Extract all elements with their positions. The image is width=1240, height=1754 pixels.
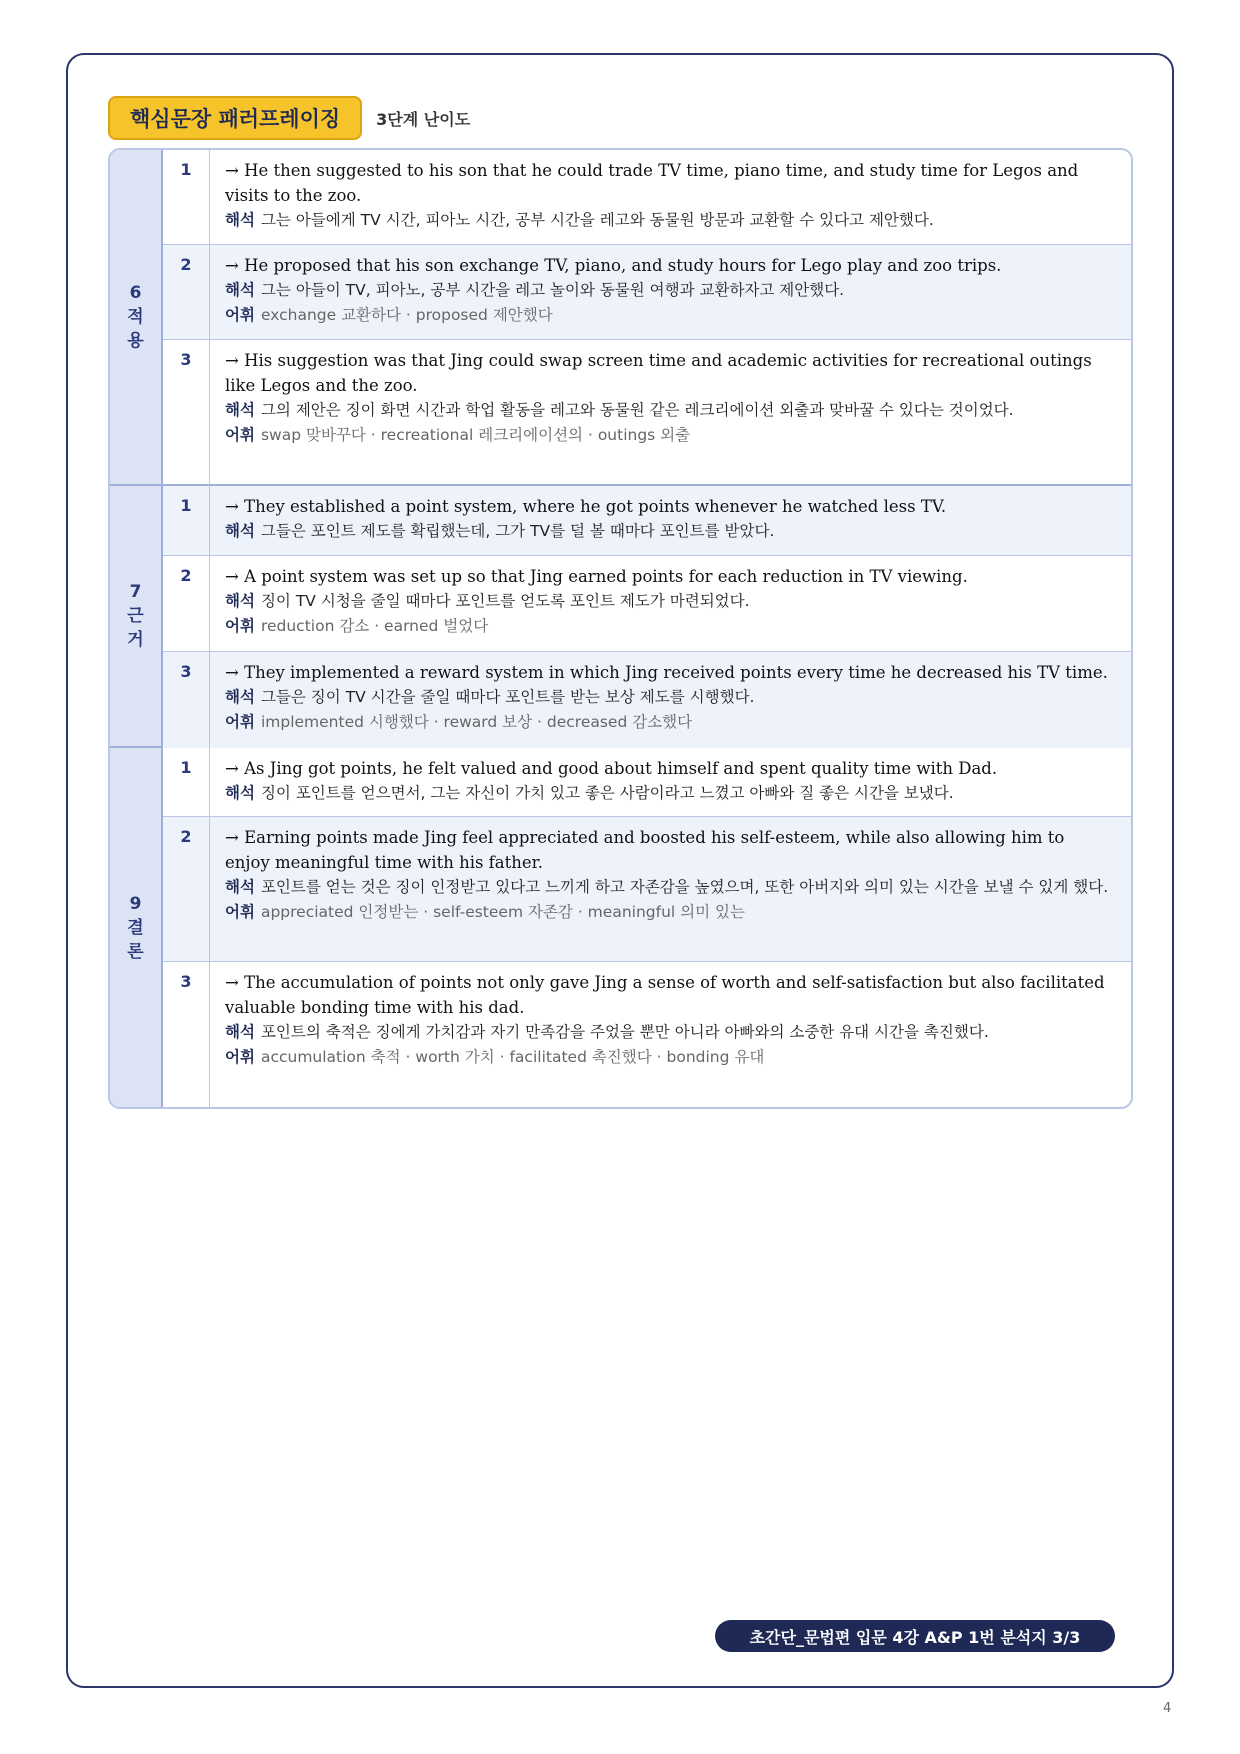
row-number: 3: [163, 962, 210, 1107]
group-number: 7: [129, 582, 142, 602]
vocab-line: [225, 614, 1113, 639]
table-row: [163, 748, 1131, 817]
group-number: 6: [129, 283, 142, 303]
translation-text: 징이 TV 시청을 줄일 때마다 포인트를 얻도록 포인트 제도가 마련되었다.: [260, 592, 750, 610]
group-char: 거: [127, 630, 144, 650]
vocab-tag: 어휘: [225, 306, 255, 324]
vocab-tag: 어휘: [225, 903, 255, 921]
vocab-line: [225, 303, 1113, 328]
group-label: [110, 748, 163, 1107]
translation-text: 그의 제안은 징이 화면 시간과 학업 활동을 레고와 동물원 같은 레크리에이션 외출과 맞바꿀 수 있다는 것이었다.: [260, 401, 1014, 419]
english-sentence: → Earning points made Jing feel appreciated and boosted his self-esteem, while also allowing him to enjoy meaningful time with his father.: [225, 828, 1065, 872]
translation-tag: 해석: [225, 401, 255, 419]
translation-line: [225, 519, 1113, 544]
translation-tag: 해석: [225, 688, 255, 706]
footer-badge: 초간단_문법편 입문 4강 A&P 1번 분석지 3/3: [715, 1620, 1115, 1652]
translation-line: [225, 278, 1113, 303]
translation-text: 그는 아들이 TV, 피아노, 공부 시간을 레고 놀이와 동물원 여행과 교환하자고 제안했다.: [260, 281, 845, 299]
group-char: 결: [127, 917, 144, 938]
group-char: 용: [127, 331, 144, 351]
vocab-line: [225, 900, 1113, 925]
row-number: 1: [163, 748, 210, 816]
vocab-text: swap 맞바꾸다 · recreational 레크리에이션의 · outings 외출: [260, 426, 691, 444]
row-number: 2: [163, 817, 210, 961]
translation-line: [225, 685, 1113, 710]
translation-line: [225, 1020, 1113, 1045]
translation-tag: 해석: [225, 784, 255, 802]
translation-text: 포인트를 얻는 것은 징이 인정받고 있다고 느끼게 하고 자존감을 높였으며, 또한 아버지와 의미 있는 시간을 보낼 수 있게 했다.: [260, 878, 1109, 896]
row-number: 1: [163, 486, 210, 555]
english-sentence: → He proposed that his son exchange TV, piano, and study hours for Lego play and zoo trips.: [225, 256, 1002, 275]
english-sentence: → They established a point system, where he got points whenever he watched less TV.: [225, 497, 947, 516]
group-label: [110, 486, 163, 746]
translation-tag: 해석: [225, 281, 255, 299]
vocab-tag: 어휘: [225, 713, 255, 731]
english-sentence: → A point system was set up so that Jing earned points for each reduction in TV viewing.: [225, 567, 968, 586]
vocab-line: [225, 423, 1113, 448]
translation-line: [225, 208, 1113, 233]
row-number: 2: [163, 556, 210, 651]
vocab-text: accumulation 축적 · worth 가치 · facilitated 촉진했다 · bonding 유대: [260, 1048, 765, 1066]
vocab-text: exchange 교환하다 · proposed 제안했다: [260, 306, 553, 324]
translation-line: [225, 589, 1113, 614]
vocab-tag: 어휘: [225, 426, 255, 444]
english-sentence: → His suggestion was that Jing could swap screen time and academic activities for recreational outings like Legos and the zoo.: [225, 351, 1092, 395]
translation-tag: 해석: [225, 592, 255, 610]
group-conclusion: [110, 748, 1131, 1107]
translation-tag: 해석: [225, 1023, 255, 1041]
table-row: [163, 340, 1131, 486]
vocab-tag: 어휘: [225, 1048, 255, 1066]
table-row: [163, 652, 1131, 748]
table-row: [163, 817, 1131, 962]
group-label: [110, 150, 163, 484]
section-title-badge: 핵심문장 패러프레이징: [108, 96, 362, 140]
row-number: 2: [163, 245, 210, 339]
translation-text: 그들은 포인트 제도를 확립했는데, 그가 TV를 덜 볼 때마다 포인트를 받았다.: [260, 522, 775, 540]
row-number: 3: [163, 652, 210, 748]
vocab-line: [225, 710, 1113, 735]
translation-line: [225, 398, 1113, 423]
english-sentence: → He then suggested to his son that he could trade TV time, piano time, and study time for Legos and visits to the zoo.: [225, 161, 1079, 205]
translation-text: 포인트의 축적은 징에게 가치감과 자기 만족감을 주었을 뿐만 아니라 아빠와의 소중한 유대 시간을 촉진했다.: [260, 1023, 989, 1041]
group-number: 9: [129, 893, 142, 914]
vocab-text: implemented 시행했다 · reward 보상 · decreased 감소했다: [260, 713, 693, 731]
english-sentence: → The accumulation of points not only gave Jing a sense of worth and self-satisfaction but also facilitated valuable bonding time with his dad.: [225, 973, 1105, 1017]
section-header: [108, 96, 470, 140]
table-row: [163, 962, 1131, 1107]
vocab-text: appreciated 인정받는 · self-esteem 자존감 · meaningful 의미 있는: [260, 903, 745, 921]
translation-line: [225, 875, 1113, 900]
vocab-line: [225, 1045, 1113, 1070]
table-row: [163, 150, 1131, 245]
difficulty-label: 3단계 난이도: [376, 109, 471, 129]
table-row: [163, 486, 1131, 556]
group-char: 적: [127, 307, 144, 327]
group-evidence: [110, 486, 1131, 748]
row-number: 1: [163, 150, 210, 244]
translation-line: [225, 781, 1113, 806]
table-row: [163, 245, 1131, 340]
english-sentence: → They implemented a reward system in which Jing received points every time he decreased his TV time.: [225, 663, 1108, 682]
translation-tag: 해석: [225, 878, 255, 896]
translation-text: 그는 아들에게 TV 시간, 피아노 시간, 공부 시간을 레고와 동물원 방문과 교환할 수 있다고 제안했다.: [260, 211, 934, 229]
table-row: [163, 556, 1131, 652]
paraphrase-table: [108, 148, 1133, 1109]
page-number: 4: [1163, 1701, 1172, 1716]
vocab-tag: 어휘: [225, 617, 255, 635]
group-char: 근: [127, 606, 144, 626]
vocab-text: reduction 감소 · earned 벌었다: [260, 617, 489, 635]
row-number: 3: [163, 340, 210, 486]
translation-text: 징이 포인트를 얻으면서, 그는 자신이 가치 있고 좋은 사람이라고 느꼈고 아빠와 질 좋은 시간을 보냈다.: [260, 784, 954, 802]
group-char: 론: [127, 941, 144, 962]
translation-tag: 해석: [225, 522, 255, 540]
english-sentence: → As Jing got points, he felt valued and good about himself and spent quality time with Dad.: [225, 759, 998, 778]
translation-text: 그들은 징이 TV 시간을 줄일 때마다 포인트를 받는 보상 제도를 시행했다.: [260, 688, 755, 706]
translation-tag: 해석: [225, 211, 255, 229]
group-application: [110, 150, 1131, 486]
